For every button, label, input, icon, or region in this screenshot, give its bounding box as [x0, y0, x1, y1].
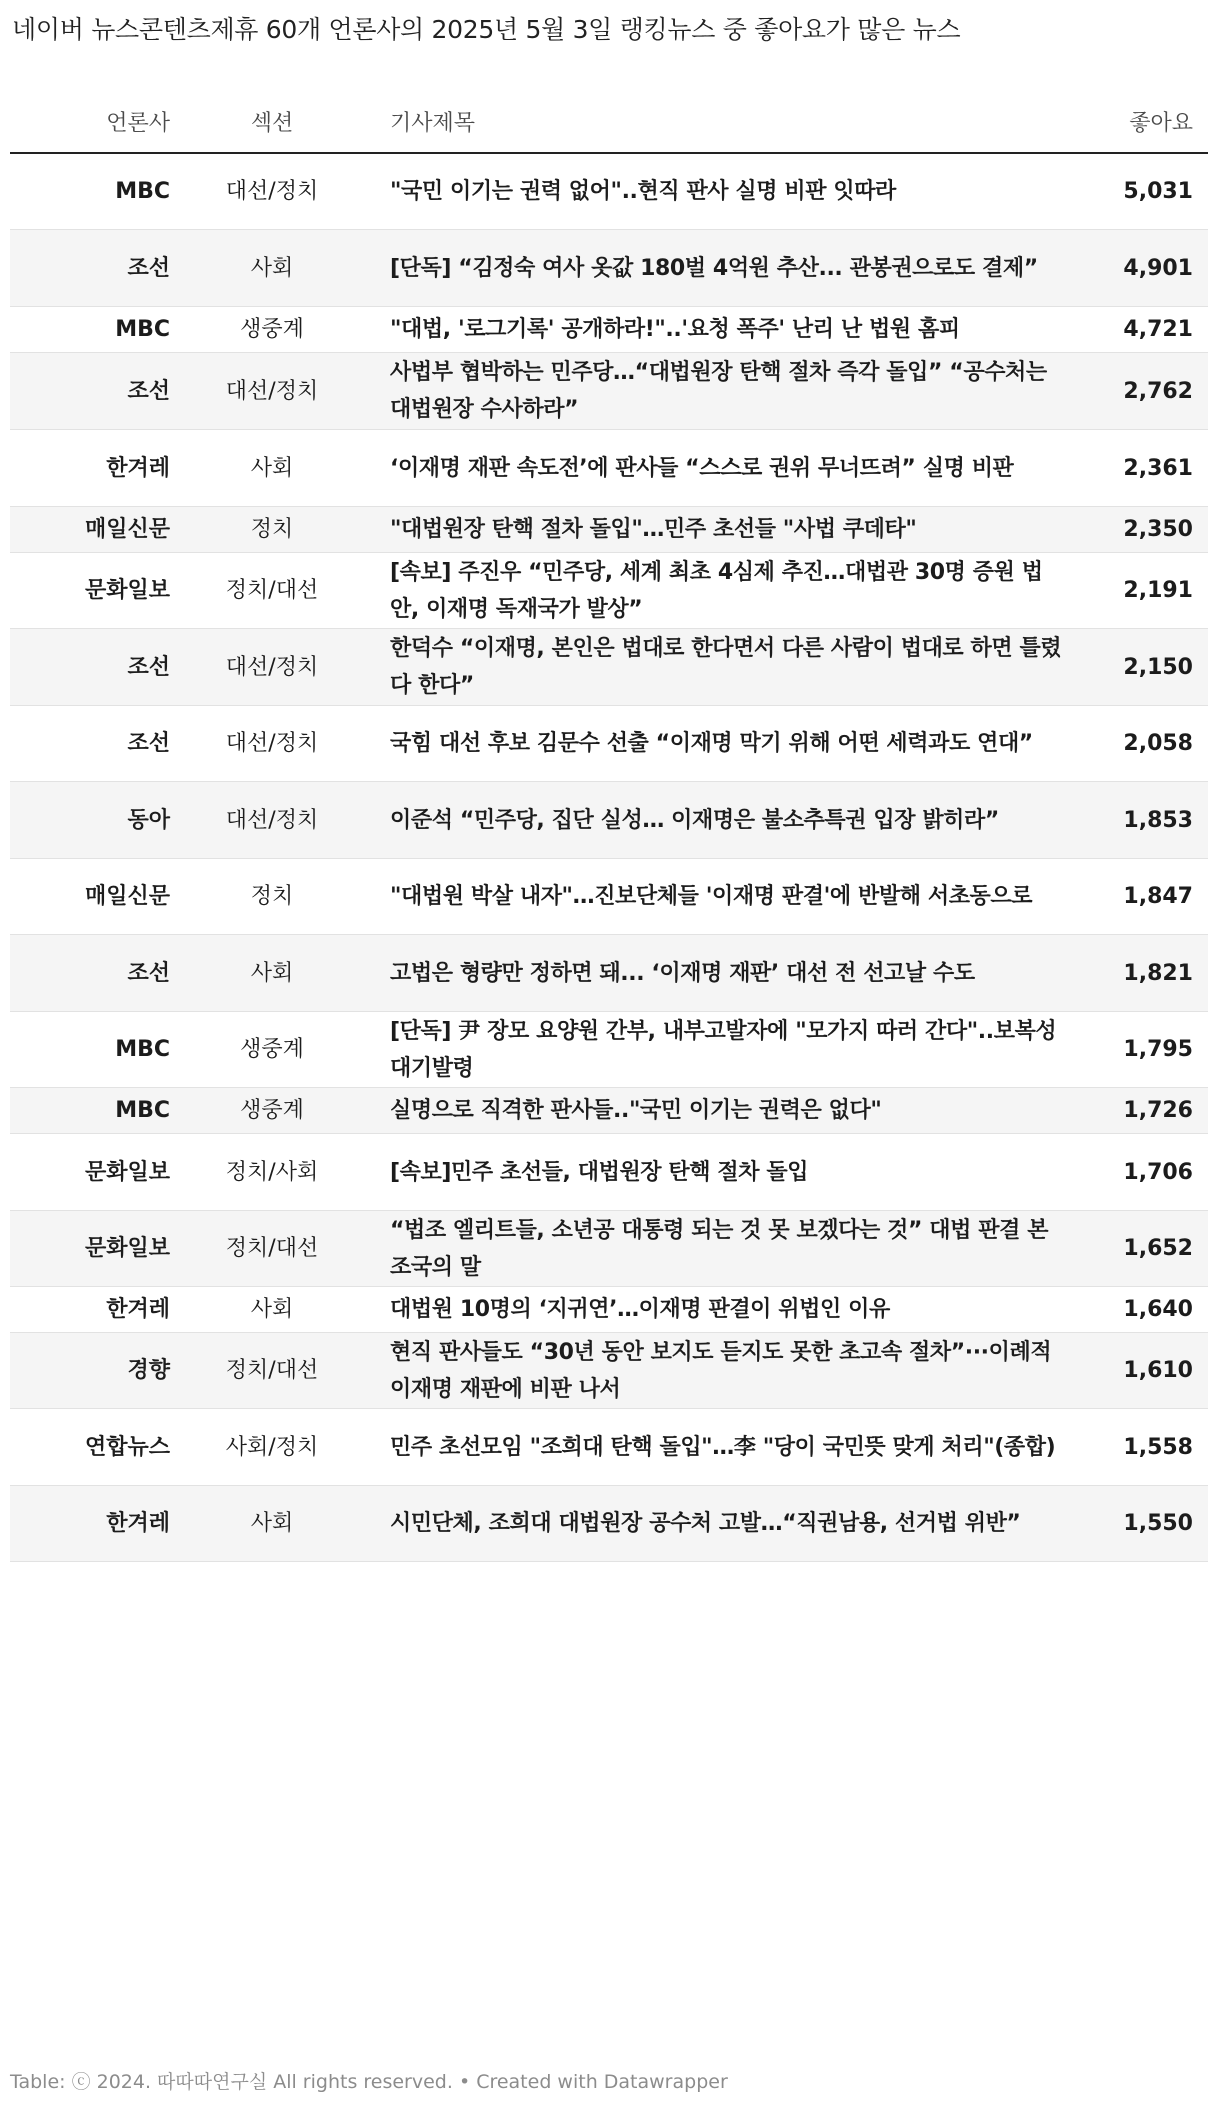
cell-article-title: [단독] “김정숙 여사 옷값 180벌 4억원 추산... 관봉권으로도 결제”	[390, 255, 1038, 281]
table-row	[10, 1333, 1208, 1409]
cell-publisher: 한겨레	[106, 455, 170, 481]
cell-article-title: [속보] 주진우 “민주당, 세계 최초 4심제 추진…대법관 30명 증원 법안, 이재명 독재국가 발상”	[390, 559, 1043, 622]
cell-publisher: MBC	[115, 179, 170, 204]
table-row	[10, 782, 1208, 859]
cell-likes: 1,853	[1123, 807, 1193, 833]
cell-section: 대선/정치	[225, 378, 319, 404]
table-row	[10, 507, 1208, 553]
cell-likes: 1,847	[1123, 884, 1193, 909]
cell-section: 대선/정치	[225, 179, 319, 204]
cell-article-title: 한덕수 “이재명, 본인은 법대로 한다면서 다른 사람이 법대로 하면 틀렸다 한다”	[390, 636, 1062, 698]
cell-article-title: 민주 초선모임 "조희대 탄핵 돌입"…李 "당이 국민뜻 맞게 처리"(종합)	[390, 1434, 1056, 1460]
cell-likes: 2,150	[1123, 654, 1193, 680]
cell-section: 정치	[250, 517, 294, 542]
table-row	[10, 353, 1208, 430]
cell-likes: 1,550	[1123, 1511, 1193, 1536]
cell-section: 생중계	[240, 1037, 304, 1062]
cell-article-title: 대법원 10명의 ‘지귀연’…이재명 판결이 위법인 이유	[390, 1297, 890, 1322]
cell-likes: 1,795	[1123, 1037, 1193, 1062]
cell-section: 정치/대선	[225, 578, 319, 603]
cell-likes: 2,350	[1123, 517, 1193, 542]
cell-section: 사회/정치	[225, 1434, 319, 1460]
cell-likes: 2,058	[1123, 731, 1193, 756]
cell-publisher: 조선	[127, 378, 170, 404]
cell-article-title: "대법, '로그기록' 공개하라!"..'요청 폭주' 난리 난 법원 홈피	[390, 317, 960, 342]
cell-section: 정치/대선	[225, 1358, 319, 1383]
cell-likes: 4,721	[1123, 317, 1193, 342]
table-row	[10, 1211, 1208, 1287]
cell-article-title: 실명으로 직격한 판사들.."국민 이기는 권력은 없다"	[390, 1098, 882, 1123]
header-article-title[interactable]: 기사제목	[390, 110, 476, 136]
table-footer: Table: ⓒ 2024. 따따따연구실 All rights reserved. • Created with Datawrapper	[10, 2071, 728, 2093]
header-publisher[interactable]: 언론사	[106, 110, 170, 136]
table-header	[10, 90, 1208, 154]
cell-article-title: "국민 이기는 권력 없어"..현직 판사 실명 비판 잇따라	[390, 179, 896, 204]
cell-publisher: 연합뉴스	[84, 1434, 170, 1460]
cell-publisher: 문화일보	[84, 1159, 170, 1185]
cell-likes: 1,640	[1123, 1297, 1193, 1322]
table-row	[10, 1088, 1208, 1134]
cell-article-title: "대법원장 탄핵 절차 돌입"…민주 초선들 "사법 쿠데타"	[390, 517, 917, 542]
cell-publisher: MBC	[115, 1037, 170, 1062]
cell-article-title: [단독] 尹 장모 요양원 간부, 내부고발자에 "모가지 따러 간다"..보복성 대기발령	[390, 1018, 1057, 1081]
cell-article-title: 고법은 형량만 정하면 돼... ‘이재명 재판’ 대선 전 선고날 수도	[390, 960, 975, 986]
table-row	[10, 1486, 1208, 1562]
cell-article-title: 현직 판사들도 “30년 동안 보지도 듣지도 못한 초고속 절차”···이례적 이재명 재판에 비판 나서	[390, 1339, 1052, 1402]
cell-article-title: 국힘 대선 후보 김문수 선출 “이재명 막기 위해 어떤 세력과도 연대”	[390, 731, 1033, 756]
cell-section: 사회	[250, 1297, 294, 1322]
cell-publisher: 조선	[127, 960, 170, 986]
cell-section: 정치/사회	[225, 1159, 319, 1185]
cell-publisher: 조선	[127, 654, 170, 680]
cell-article-title: 시민단체, 조희대 대법원장 공수처 고발…“직권남용, 선거법 위반”	[390, 1511, 1021, 1536]
cell-likes: 1,726	[1123, 1098, 1193, 1123]
table-row	[10, 1012, 1208, 1088]
table-row	[10, 1134, 1208, 1211]
cell-publisher: 매일신문	[84, 517, 170, 542]
table-row	[10, 154, 1208, 230]
cell-section: 대선/정치	[225, 807, 319, 833]
cell-article-title: 이준석 “민주당, 집단 실성… 이재명은 불소추특권 입장 밝히라”	[390, 807, 999, 833]
header-likes[interactable]: 좋아요	[1129, 110, 1193, 136]
cell-likes: 1,610	[1123, 1358, 1193, 1383]
cell-publisher: 매일신문	[84, 884, 170, 909]
cell-section: 대선/정치	[225, 731, 319, 756]
cell-section: 생중계	[240, 1098, 304, 1123]
cell-publisher: 경향	[127, 1358, 170, 1383]
chart-title: 네이버 뉴스콘텐츠제휴 60개 언론사의 2025년 5월 3일 랭킹뉴스 중 좋아요가 많은 뉴스	[12, 15, 961, 44]
cell-publisher: 동아	[127, 807, 170, 833]
table-row	[10, 1287, 1208, 1333]
cell-publisher: 조선	[127, 731, 170, 756]
cell-article-title: [속보]민주 초선들, 대법원장 탄핵 절차 돌입	[390, 1159, 809, 1185]
cell-section: 대선/정치	[225, 654, 319, 680]
cell-publisher: MBC	[115, 317, 170, 342]
cell-article-title: ‘이재명 재판 속도전’에 판사들 “스스로 권위 무너뜨려” 실명 비판	[390, 455, 1014, 481]
cell-publisher: 한겨레	[106, 1511, 170, 1536]
cell-section: 사회	[250, 1511, 294, 1536]
cell-likes: 1,558	[1123, 1434, 1193, 1460]
cell-likes: 1,706	[1123, 1159, 1193, 1185]
table-row	[10, 307, 1208, 353]
cell-likes: 1,652	[1123, 1236, 1193, 1261]
header-section[interactable]: 섹션	[250, 110, 294, 136]
cell-section: 사회	[250, 960, 294, 986]
cell-likes: 5,031	[1123, 179, 1193, 204]
table-row	[10, 230, 1208, 307]
cell-likes: 2,762	[1123, 378, 1193, 404]
table-row	[10, 553, 1208, 629]
table-body	[10, 154, 1208, 1562]
cell-section: 생중계	[240, 317, 304, 342]
table-row	[10, 629, 1208, 706]
cell-publisher: 문화일보	[84, 578, 170, 603]
cell-publisher: 문화일보	[84, 1236, 170, 1261]
cell-likes: 2,361	[1123, 455, 1193, 481]
cell-section: 정치	[250, 884, 294, 909]
table-row	[10, 706, 1208, 782]
cell-publisher: 조선	[127, 255, 170, 281]
cell-article-title: “법조 엘리트들, 소년공 대통령 되는 것 못 보겠다는 것” 대법 판결 본 조국의 말	[390, 1217, 1049, 1280]
cell-publisher: MBC	[115, 1098, 170, 1123]
table-row	[10, 859, 1208, 935]
cell-section: 사회	[250, 255, 294, 281]
table-row	[10, 430, 1208, 507]
cell-likes: 2,191	[1123, 578, 1193, 603]
table-row	[10, 935, 1208, 1012]
cell-article-title: 사법부 협박하는 민주당…“대법원장 탄핵 절차 즉각 돌입” “공수처는 대법원장 수사하라”	[390, 360, 1047, 422]
cell-likes: 4,901	[1123, 255, 1193, 281]
cell-article-title: "대법원 박살 내자"…진보단체들 '이재명 판결'에 반발해 서초동으로	[390, 884, 1033, 909]
table-row	[10, 1409, 1208, 1486]
ranking-table	[10, 90, 1208, 1562]
cell-publisher: 한겨레	[106, 1297, 170, 1322]
cell-likes: 1,821	[1123, 960, 1193, 986]
cell-section: 사회	[250, 455, 294, 481]
cell-section: 정치/대선	[225, 1236, 319, 1261]
